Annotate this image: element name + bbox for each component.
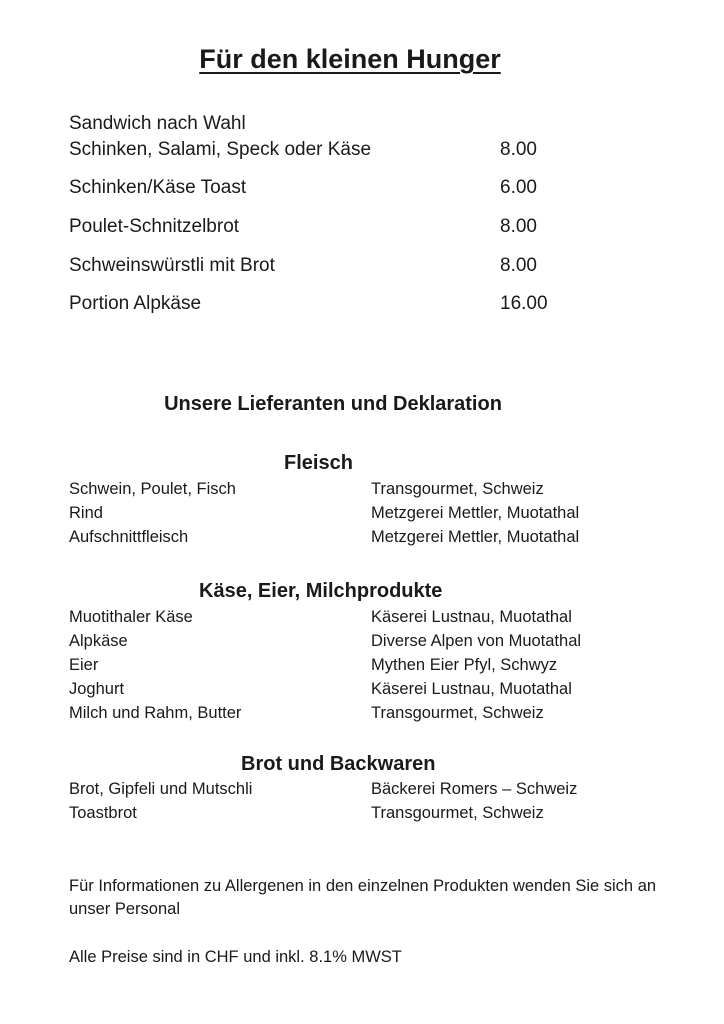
menu-item-price: 8.00 [500, 216, 537, 237]
supplier-product: Milch und Rahm, Butter [69, 704, 242, 722]
supplier-product: Muotithaler Käse [69, 608, 193, 626]
supplier-product: Joghurt [69, 680, 125, 698]
supplier-product: Rind [69, 504, 103, 522]
supplier-name: Transgourmet, Schweiz [371, 704, 544, 722]
supplier-product: Eier [69, 656, 99, 674]
menu-item-name: Schweinswürstli mit Brot [69, 255, 275, 276]
supplier-name: Käserei Lustnau, Muotathal [371, 680, 572, 698]
supplier-product: Aufschnittfleisch [69, 528, 189, 546]
menu-item-price: 8.00 [500, 255, 537, 276]
menu-item-price: 16.00 [500, 293, 548, 314]
price-note: Alle Preise sind in CHF und inkl. 8.1% MWST [69, 948, 402, 966]
supplier-name: Transgourmet, Schweiz [371, 804, 544, 822]
supplier-product: Toastbrot [69, 804, 137, 822]
menu-item-sandwich-options: Schinken, Salami, Speck oder Käse [69, 139, 372, 160]
supplier-product: Alpkäse [69, 632, 128, 650]
menu-item-sandwich-name: Sandwich nach Wahl [69, 113, 246, 134]
supplier-product: Schwein, Poulet, Fisch [69, 480, 236, 498]
menu-item-price: 6.00 [500, 177, 537, 198]
supplier-name: Bäckerei Romers – Schweiz [371, 780, 578, 798]
category-title-milchprodukte: Käse, Eier, Milchprodukte [199, 580, 443, 602]
allergen-note-line1: Für Informationen zu Allergenen in den einzelnen Produkten wenden Sie sich an [69, 877, 657, 895]
category-title-fleisch: Fleisch [284, 452, 353, 474]
menu-item-name: Portion Alpkäse [69, 293, 202, 314]
supplier-name: Metzgerei Mettler, Muotathal [371, 504, 580, 522]
menu-item-sandwich-price: 8.00 [500, 139, 537, 160]
supplier-name: Metzgerei Mettler, Muotathal [371, 528, 580, 546]
category-title-brot: Brot und Backwaren [241, 753, 436, 775]
allergen-note-line2: unser Personal [69, 900, 180, 918]
page-title: Für den kleinen Hunger [199, 44, 501, 74]
supplier-name: Mythen Eier Pfyl, Schwyz [371, 656, 558, 674]
menu-item-name: Schinken/Käse Toast [69, 177, 247, 198]
suppliers-title: Unsere Lieferanten und Deklaration [164, 393, 502, 415]
supplier-name: Käserei Lustnau, Muotathal [371, 608, 572, 626]
supplier-name: Transgourmet, Schweiz [371, 480, 544, 498]
menu-item-name: Poulet-Schnitzelbrot [69, 216, 240, 237]
supplier-product: Brot, Gipfeli und Mutschli [69, 780, 253, 798]
supplier-name: Diverse Alpen von Muotathal [371, 632, 582, 650]
